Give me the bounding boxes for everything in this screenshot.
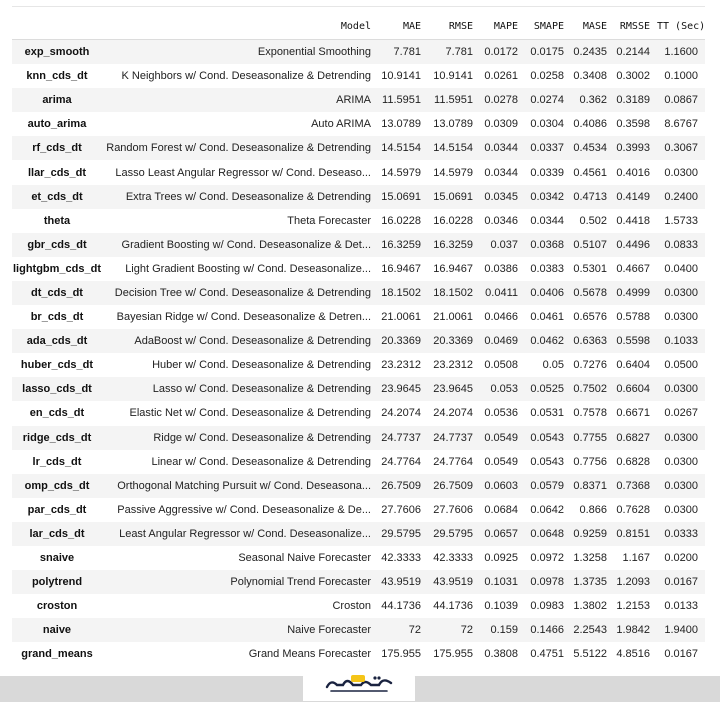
rmse-value: 10.9141 <box>428 64 480 88</box>
mase-value: 0.4561 <box>571 160 614 184</box>
smape-value: 0.1466 <box>525 618 571 642</box>
rmsse-value: 0.4999 <box>614 281 657 305</box>
mape-value: 0.1031 <box>480 570 525 594</box>
row-index: ada_cds_dt <box>12 329 102 353</box>
rmsse-value: 0.6827 <box>614 426 657 450</box>
model-name: Bayesian Ridge w/ Cond. Deseasonalize & Detren... <box>102 305 378 329</box>
mase-value: 0.4086 <box>571 112 614 136</box>
table-row <box>12 112 705 136</box>
tt-sec-value: 0.0200 <box>657 546 705 570</box>
row-index: theta <box>12 209 102 233</box>
table-row <box>12 329 705 353</box>
column-header-mae: MAE <box>378 14 428 40</box>
rmsse-value: 1.2093 <box>614 570 657 594</box>
model-name: Huber w/ Cond. Deseasonalize & Detrending <box>102 353 378 377</box>
table-row <box>12 160 705 184</box>
tt-sec-value: 0.3067 <box>657 136 705 160</box>
rmsse-value: 0.6604 <box>614 377 657 401</box>
mape-value: 0.0549 <box>480 450 525 474</box>
rmsse-value: 0.4667 <box>614 257 657 281</box>
mae-value: 43.9519 <box>378 570 428 594</box>
rmse-value: 14.5979 <box>428 160 480 184</box>
mase-value: 0.7755 <box>571 426 614 450</box>
rmse-value: 24.2074 <box>428 401 480 425</box>
mase-value: 0.5678 <box>571 281 614 305</box>
rmse-value: 42.3333 <box>428 546 480 570</box>
mase-value: 1.3735 <box>571 570 614 594</box>
tt-sec-value: 0.0300 <box>657 160 705 184</box>
rmse-value: 175.955 <box>428 642 480 666</box>
rmse-value: 26.7509 <box>428 474 480 498</box>
mae-value: 29.5795 <box>378 522 428 546</box>
rmse-value: 23.2312 <box>428 353 480 377</box>
smape-value: 0.0983 <box>525 594 571 618</box>
rmsse-value: 0.6671 <box>614 401 657 425</box>
mape-value: 0.0172 <box>480 40 525 65</box>
table-row <box>12 136 705 160</box>
mae-value: 13.0789 <box>378 112 428 136</box>
rmsse-value: 0.8151 <box>614 522 657 546</box>
rmsse-value: 0.3189 <box>614 88 657 112</box>
row-index: en_cds_dt <box>12 401 102 425</box>
column-header-model: Model <box>102 14 378 40</box>
table-row <box>12 642 705 666</box>
model-name: ARIMA <box>102 88 378 112</box>
tt-sec-value: 0.0300 <box>657 377 705 401</box>
rmsse-value: 0.4496 <box>614 233 657 257</box>
column-header-rmse: RMSE <box>428 14 480 40</box>
model-name: Exponential Smoothing <box>102 40 378 65</box>
row-index: llar_cds_dt <box>12 160 102 184</box>
mase-value: 1.3258 <box>571 546 614 570</box>
rmse-value: 29.5795 <box>428 522 480 546</box>
column-header-mase: MASE <box>571 14 614 40</box>
row-index: lightgbm_cds_dt <box>12 257 102 281</box>
rmsse-value: 1.167 <box>614 546 657 570</box>
mase-value: 1.3802 <box>571 594 614 618</box>
row-index: par_cds_dt <box>12 498 102 522</box>
smape-value: 0.0978 <box>525 570 571 594</box>
mase-value: 2.2543 <box>571 618 614 642</box>
mae-value: 15.0691 <box>378 185 428 209</box>
smape-value: 0.0525 <box>525 377 571 401</box>
tt-sec-value: 0.0333 <box>657 522 705 546</box>
smape-value: 0.0406 <box>525 281 571 305</box>
rmse-value: 21.0061 <box>428 305 480 329</box>
mase-value: 0.7502 <box>571 377 614 401</box>
mase-value: 0.8371 <box>571 474 614 498</box>
mae-value: 14.5979 <box>378 160 428 184</box>
mape-value: 0.0508 <box>480 353 525 377</box>
rmse-value: 11.5951 <box>428 88 480 112</box>
row-index: ridge_cds_dt <box>12 426 102 450</box>
tt-sec-value: 0.0300 <box>657 281 705 305</box>
rmsse-value: 0.3002 <box>614 64 657 88</box>
mape-value: 0.0657 <box>480 522 525 546</box>
rmsse-value: 0.4149 <box>614 185 657 209</box>
row-index: br_cds_dt <box>12 305 102 329</box>
table-row <box>12 594 705 618</box>
row-index: auto_arima <box>12 112 102 136</box>
mape-value: 0.0411 <box>480 281 525 305</box>
rmse-value: 24.7737 <box>428 426 480 450</box>
model-name: Auto ARIMA <box>102 112 378 136</box>
tt-sec-value: 0.0833 <box>657 233 705 257</box>
smape-value: 0.0342 <box>525 185 571 209</box>
mae-value: 21.0061 <box>378 305 428 329</box>
smape-value: 0.0972 <box>525 546 571 570</box>
model-name: Lasso w/ Cond. Deseasonalize & Detrending <box>102 377 378 401</box>
smape-value: 0.0543 <box>525 450 571 474</box>
smape-value: 0.0461 <box>525 305 571 329</box>
mae-value: 27.7606 <box>378 498 428 522</box>
model-name: Decision Tree w/ Cond. Deseasonalize & Detrending <box>102 281 378 305</box>
row-index: lasso_cds_dt <box>12 377 102 401</box>
table-row <box>12 401 705 425</box>
table-row <box>12 185 705 209</box>
smape-value: 0.0531 <box>525 401 571 425</box>
mape-value: 0.0603 <box>480 474 525 498</box>
mae-value: 42.3333 <box>378 546 428 570</box>
model-name: Orthogonal Matching Pursuit w/ Cond. Deseasona... <box>102 474 378 498</box>
tt-sec-value: 0.0133 <box>657 594 705 618</box>
mape-value: 0.0466 <box>480 305 525 329</box>
table-row <box>12 281 705 305</box>
tt-sec-value: 0.0500 <box>657 353 705 377</box>
mase-value: 0.866 <box>571 498 614 522</box>
mae-value: 24.2074 <box>378 401 428 425</box>
table-row <box>12 498 705 522</box>
tt-sec-value: 0.0300 <box>657 305 705 329</box>
tt-sec-value: 0.1000 <box>657 64 705 88</box>
tt-sec-value: 0.0167 <box>657 642 705 666</box>
mape-value: 0.0344 <box>480 136 525 160</box>
mae-value: 11.5951 <box>378 88 428 112</box>
smape-value: 0.0258 <box>525 64 571 88</box>
row-index: knn_cds_dt <box>12 64 102 88</box>
mae-value: 14.5154 <box>378 136 428 160</box>
rmsse-value: 0.5598 <box>614 329 657 353</box>
row-index: et_cds_dt <box>12 185 102 209</box>
row-index: exp_smooth <box>12 40 102 65</box>
table-row <box>12 426 705 450</box>
mape-value: 0.0309 <box>480 112 525 136</box>
rmsse-value: 0.4418 <box>614 209 657 233</box>
table-row <box>12 570 705 594</box>
tt-sec-value: 0.2400 <box>657 185 705 209</box>
mae-value: 44.1736 <box>378 594 428 618</box>
mase-value: 0.6576 <box>571 305 614 329</box>
row-index: naive <box>12 618 102 642</box>
model-name: Least Angular Regressor w/ Cond. Deseasonalize... <box>102 522 378 546</box>
column-header-index <box>12 14 102 40</box>
mape-value: 0.0925 <box>480 546 525 570</box>
model-name: Ridge w/ Cond. Deseasonalize & Detrending <box>102 426 378 450</box>
model-name: Naive Forecaster <box>102 618 378 642</box>
tt-sec-value: 0.0400 <box>657 257 705 281</box>
smape-value: 0.0175 <box>525 40 571 65</box>
rmse-value: 72 <box>428 618 480 642</box>
mase-value: 0.7578 <box>571 401 614 425</box>
mae-value: 10.9141 <box>378 64 428 88</box>
rmse-value: 15.0691 <box>428 185 480 209</box>
mae-value: 23.9645 <box>378 377 428 401</box>
rmsse-value: 0.6404 <box>614 353 657 377</box>
mape-value: 0.0346 <box>480 209 525 233</box>
tt-sec-value: 0.1033 <box>657 329 705 353</box>
mase-value: 0.4713 <box>571 185 614 209</box>
row-index: rf_cds_dt <box>12 136 102 160</box>
model-name: Lasso Least Angular Regressor w/ Cond. Deseaso... <box>102 160 378 184</box>
model-name: Gradient Boosting w/ Cond. Deseasonalize & Det... <box>102 233 378 257</box>
mape-value: 0.0344 <box>480 160 525 184</box>
mape-value: 0.0536 <box>480 401 525 425</box>
model-name: Theta Forecaster <box>102 209 378 233</box>
row-index: snaive <box>12 546 102 570</box>
table-row <box>12 257 705 281</box>
smape-value: 0.0339 <box>525 160 571 184</box>
row-index: omp_cds_dt <box>12 474 102 498</box>
table-row <box>12 474 705 498</box>
rmse-value: 16.0228 <box>428 209 480 233</box>
rmsse-value: 0.7628 <box>614 498 657 522</box>
smape-value: 0.0337 <box>525 136 571 160</box>
mase-value: 0.3408 <box>571 64 614 88</box>
tt-sec-value: 0.0267 <box>657 401 705 425</box>
table-row <box>12 377 705 401</box>
table-row <box>12 88 705 112</box>
row-index: lar_cds_dt <box>12 522 102 546</box>
rmse-value: 44.1736 <box>428 594 480 618</box>
mae-value: 16.9467 <box>378 257 428 281</box>
row-index: croston <box>12 594 102 618</box>
tt-sec-value: 1.9400 <box>657 618 705 642</box>
smape-value: 0.0648 <box>525 522 571 546</box>
smape-value: 0.0274 <box>525 88 571 112</box>
rmsse-value: 0.5788 <box>614 305 657 329</box>
tt-sec-value: 8.6767 <box>657 112 705 136</box>
mape-value: 0.0278 <box>480 88 525 112</box>
rmsse-value: 0.3598 <box>614 112 657 136</box>
smape-value: 0.0462 <box>525 329 571 353</box>
tt-sec-value: 0.0167 <box>657 570 705 594</box>
rmse-value: 27.7606 <box>428 498 480 522</box>
rmsse-value: 0.3993 <box>614 136 657 160</box>
mase-value: 0.9259 <box>571 522 614 546</box>
rmse-value: 23.9645 <box>428 377 480 401</box>
rmse-value: 16.3259 <box>428 233 480 257</box>
table-row <box>12 618 705 642</box>
mase-value: 0.4534 <box>571 136 614 160</box>
smape-value: 0.0368 <box>525 233 571 257</box>
rmse-value: 24.7764 <box>428 450 480 474</box>
mae-value: 24.7764 <box>378 450 428 474</box>
mape-value: 0.1039 <box>480 594 525 618</box>
divider <box>12 6 705 7</box>
smape-value: 0.0579 <box>525 474 571 498</box>
table-body <box>12 40 705 667</box>
model-name: Extra Trees w/ Cond. Deseasonalize & Detrending <box>102 185 378 209</box>
model-name: K Neighbors w/ Cond. Deseasonalize & Detrending <box>102 64 378 88</box>
mae-value: 18.1502 <box>378 281 428 305</box>
mase-value: 0.7756 <box>571 450 614 474</box>
row-index: arima <box>12 88 102 112</box>
rmse-value: 7.781 <box>428 40 480 65</box>
table-row <box>12 64 705 88</box>
mase-value: 0.5107 <box>571 233 614 257</box>
model-name: AdaBoost w/ Cond. Deseasonalize & Detrending <box>102 329 378 353</box>
mase-value: 0.7276 <box>571 353 614 377</box>
row-index: grand_means <box>12 642 102 666</box>
rmsse-value: 0.7368 <box>614 474 657 498</box>
mase-value: 0.502 <box>571 209 614 233</box>
mae-value: 16.3259 <box>378 233 428 257</box>
mape-value: 0.053 <box>480 377 525 401</box>
mape-value: 0.0684 <box>480 498 525 522</box>
mae-value: 26.7509 <box>378 474 428 498</box>
mape-value: 0.0345 <box>480 185 525 209</box>
mape-value: 0.0469 <box>480 329 525 353</box>
rmse-value: 13.0789 <box>428 112 480 136</box>
model-comparison-table <box>12 14 705 666</box>
column-header-smape: SMAPE <box>525 14 571 40</box>
model-name: Polynomial Trend Forecaster <box>102 570 378 594</box>
rmsse-value: 1.2153 <box>614 594 657 618</box>
smape-value: 0.4751 <box>525 642 571 666</box>
mae-value: 7.781 <box>378 40 428 65</box>
smape-value: 0.0543 <box>525 426 571 450</box>
table-row <box>12 233 705 257</box>
tt-sec-value: 1.1600 <box>657 40 705 65</box>
row-index: gbr_cds_dt <box>12 233 102 257</box>
model-name: Elastic Net w/ Cond. Deseasonalize & Detrending <box>102 401 378 425</box>
tt-sec-value: 0.0300 <box>657 498 705 522</box>
rmsse-value: 1.9842 <box>614 618 657 642</box>
mape-value: 0.3808 <box>480 642 525 666</box>
smape-value: 0.0383 <box>525 257 571 281</box>
mae-value: 72 <box>378 618 428 642</box>
rmsse-value: 0.4016 <box>614 160 657 184</box>
table-row <box>12 353 705 377</box>
table-row <box>12 209 705 233</box>
mape-value: 0.0386 <box>480 257 525 281</box>
mae-value: 175.955 <box>378 642 428 666</box>
tt-sec-value: 0.0300 <box>657 450 705 474</box>
row-index: huber_cds_dt <box>12 353 102 377</box>
model-name: Croston <box>102 594 378 618</box>
tt-sec-value: 0.0300 <box>657 474 705 498</box>
rmsse-value: 0.6828 <box>614 450 657 474</box>
rmse-value: 43.9519 <box>428 570 480 594</box>
smape-value: 0.0304 <box>525 112 571 136</box>
table-header-row <box>12 14 705 40</box>
rmsse-value: 0.2144 <box>614 40 657 65</box>
mae-value: 20.3369 <box>378 329 428 353</box>
smape-value: 0.0344 <box>525 209 571 233</box>
mae-value: 16.0228 <box>378 209 428 233</box>
rmse-value: 20.3369 <box>428 329 480 353</box>
mape-value: 0.159 <box>480 618 525 642</box>
mase-value: 5.5122 <box>571 642 614 666</box>
rmse-value: 16.9467 <box>428 257 480 281</box>
rmse-value: 18.1502 <box>428 281 480 305</box>
column-header-mape: MAPE <box>480 14 525 40</box>
model-name: Passive Aggressive w/ Cond. Deseasonalize & De... <box>102 498 378 522</box>
model-name: Grand Means Forecaster <box>102 642 378 666</box>
tt-sec-value: 1.5733 <box>657 209 705 233</box>
table-row <box>12 305 705 329</box>
rmsse-value: 4.8516 <box>614 642 657 666</box>
table-row <box>12 450 705 474</box>
model-name: Linear w/ Cond. Deseasonalize & Detrending <box>102 450 378 474</box>
row-index: lr_cds_dt <box>12 450 102 474</box>
table-row <box>12 40 705 65</box>
column-header-tt-sec: TT (Sec) <box>657 14 705 40</box>
smape-value: 0.05 <box>525 353 571 377</box>
mase-value: 0.5301 <box>571 257 614 281</box>
row-index: dt_cds_dt <box>12 281 102 305</box>
tt-sec-value: 0.0300 <box>657 426 705 450</box>
row-index: polytrend <box>12 570 102 594</box>
table-row <box>12 546 705 570</box>
smape-value: 0.0642 <box>525 498 571 522</box>
mae-value: 24.7737 <box>378 426 428 450</box>
mae-value: 23.2312 <box>378 353 428 377</box>
mape-value: 0.0261 <box>480 64 525 88</box>
site-logo <box>303 667 415 701</box>
mase-value: 0.2435 <box>571 40 614 65</box>
mase-value: 0.362 <box>571 88 614 112</box>
mase-value: 0.6363 <box>571 329 614 353</box>
model-name: Seasonal Naive Forecaster <box>102 546 378 570</box>
column-header-rmsse: RMSSE <box>614 14 657 40</box>
rmse-value: 14.5154 <box>428 136 480 160</box>
model-name: Light Gradient Boosting w/ Cond. Deseasonalize... <box>102 257 378 281</box>
table-row <box>12 522 705 546</box>
tt-sec-value: 0.0867 <box>657 88 705 112</box>
mape-value: 0.0549 <box>480 426 525 450</box>
maktab-logo-icon <box>321 671 397 697</box>
mape-value: 0.037 <box>480 233 525 257</box>
model-name: Random Forest w/ Cond. Deseasonalize & Detrending <box>102 136 378 160</box>
